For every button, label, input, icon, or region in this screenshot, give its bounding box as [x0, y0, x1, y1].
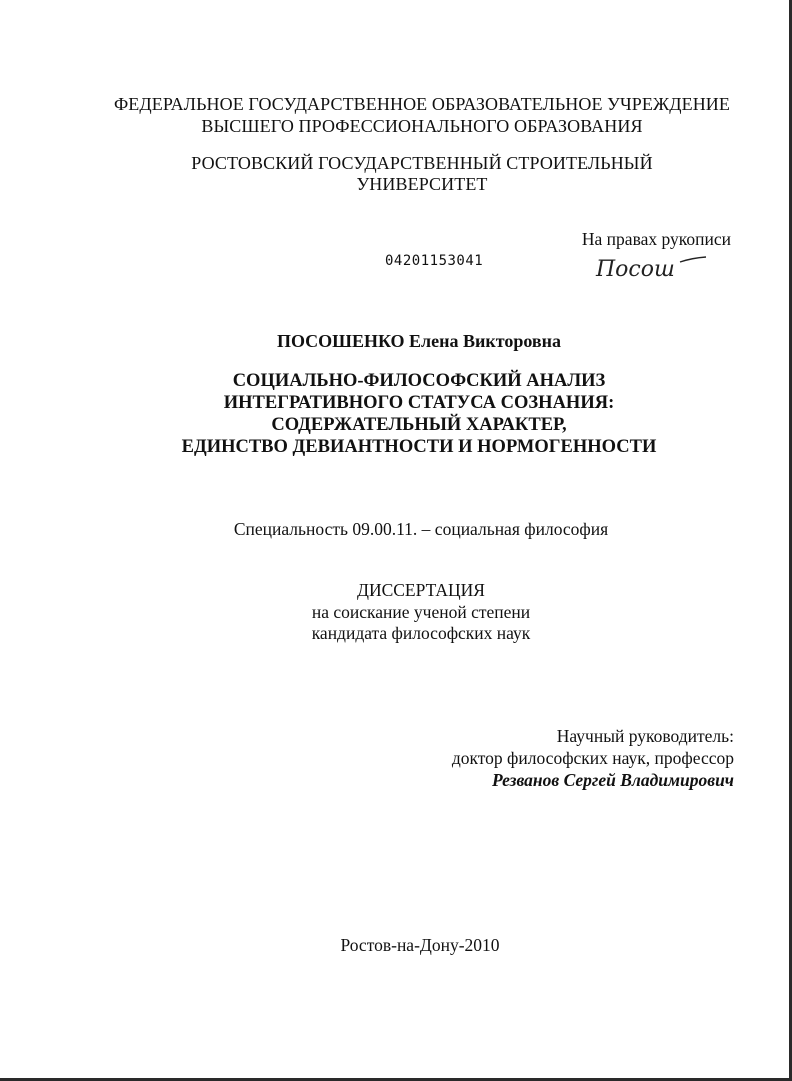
- institution-line-4: УНИВЕРСИТЕТ: [356, 174, 488, 194]
- dissertation-degree-line-1: на соискание ученой степени: [311, 602, 531, 622]
- manuscript-note: На правах рукописи: [581, 229, 731, 249]
- dissertation-degree-line-2: кандидата философских наук: [311, 623, 531, 643]
- place-year: Ростов-на-Дону-2010: [340, 935, 500, 955]
- institution-line-1: ФЕДЕРАЛЬНОЕ ГОСУДАРСТВЕННОЕ ОБРАЗОВАТЕЛЬНОЕ УЧРЕЖДЕНИЕ: [113, 94, 731, 114]
- registration-number: 04201153041: [385, 253, 484, 269]
- title-line-3: СОДЕРЖАТЕЛЬНЫЙ ХАРАКТЕР,: [271, 415, 567, 435]
- signature-stroke: [680, 257, 706, 262]
- signature-mark: Посош: [596, 257, 675, 282]
- institution-line-3: РОСТОВСКИЙ ГОСУДАРСТВЕННЫЙ СТРОИТЕЛЬНЫЙ: [191, 153, 653, 173]
- title-line-2: ИНТЕГРАТИВНОГО СТАТУСА СОЗНАНИЯ:: [223, 393, 615, 413]
- dissertation-heading: ДИССЕРТАЦИЯ: [357, 580, 485, 600]
- author-name: ПОСОШЕНКО Елена Викторовна: [276, 331, 562, 351]
- title-line-4: ЕДИНСТВО ДЕВИАНТНОСТИ И НОРМОГЕННОСТИ: [181, 437, 657, 457]
- supervisor-name: Резванов Сергей Владимирович: [492, 770, 734, 790]
- supervisor-label: Научный руководитель:: [556, 726, 734, 746]
- title-line-1: СОЦИАЛЬНО-ФИЛОСОФСКИЙ АНАЛИЗ: [232, 371, 606, 391]
- supervisor-degree: доктор философских наук, профессор: [451, 748, 734, 768]
- specialty: Специальность 09.00.11. – социальная философия: [233, 519, 609, 539]
- institution-line-2: ВЫСШЕГО ПРОФЕССИОНАЛЬНОГО ОБРАЗОВАНИЯ: [201, 116, 643, 136]
- signature: [592, 248, 722, 288]
